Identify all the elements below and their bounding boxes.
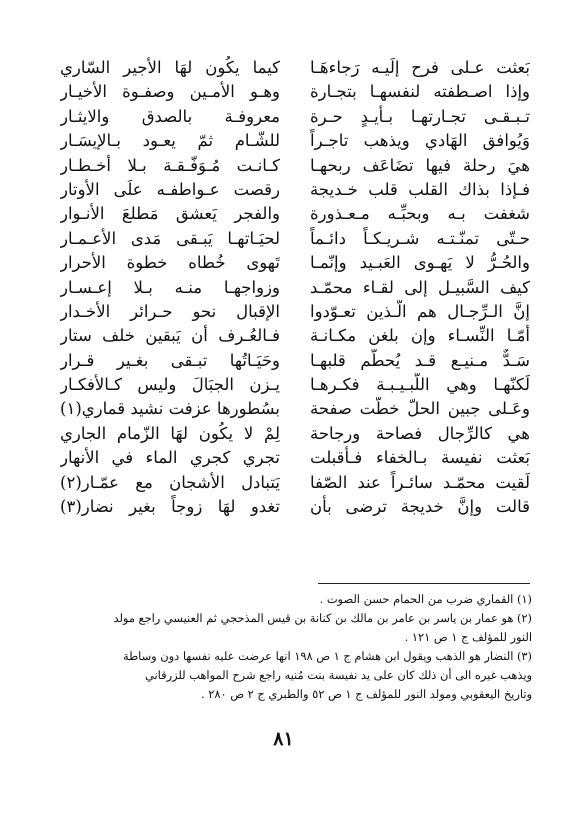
verse-line: حـتّى تمنّـتـه شـريـكـاً دائـماً xyxy=(310,228,530,248)
poem-left-column xyxy=(60,56,280,566)
verse-line: وعَـلى جبين الحلّ خطّت صفحة xyxy=(310,399,530,419)
verse-line: لِمْ لا يكُون لهَا الزّمام الجاري xyxy=(60,423,280,443)
verse-line: كيما يكُون لهَا الأجير السّاري xyxy=(60,58,280,77)
verse-line: إنَّ الـرِّجـال هم الّـذين تعـوّدوا xyxy=(310,301,530,321)
verse-line: وزواجهـا منـه بـلا إعـسـار xyxy=(60,277,280,297)
verse-line: تـبـقـى تجـارتهـا بـأيـدٍ حـرة xyxy=(310,106,530,126)
verse-line: وإذا اصـطفته لنفسهـا بتجـارة xyxy=(310,82,530,102)
verse-line: والحُـرُّ لا يَهـوى العَبـيد وإنّمـا xyxy=(310,253,530,273)
verse-line: والفجر يَعشق مَطلعَ الأنـوار xyxy=(60,204,280,224)
verse-line: هي كالرِّجال فصاحة ورجاحة xyxy=(310,423,530,443)
verse-line: أمّـا النِّسـاء وإن بلغن مكـانـة xyxy=(310,326,530,346)
verse-line: رقصت عـواطفـه علَى الأوتار xyxy=(60,179,280,199)
footnote-line: (٣) النضار هو الذهب ويقول ابن هشام ج ١ ص ١٩٨ انها عرضت عليه نفسها دون وساطة xyxy=(122,649,532,663)
verse-line: قالت وإنَّ خديجة ترضى بأن xyxy=(310,497,530,517)
poem xyxy=(60,56,530,566)
verse-line: سَـدٌّ مـنيـع قـد يُحطّم قلبهـا xyxy=(310,350,530,370)
footnote-line: (١) القماري ضرب من الحمام حسن الصوت . xyxy=(319,592,532,606)
footnote-line: النور للمؤلف ج ١ ص ١٢١ . xyxy=(404,630,532,644)
footnote-line: (٢) هو عمار بن ياسر بن عامر بن مالك بن كنانة بن قيس المذحجي ثم العنيسي راجع مولد xyxy=(113,611,532,625)
verse-line: لَكنّهـا وهي اللّبـيـبـة فكـرهـا xyxy=(310,375,530,395)
verse-line: شغفت بـه وبحبِّـه مـعـذورة xyxy=(310,204,530,224)
verse-line: معروفـة بالصدق والايثـار xyxy=(60,106,280,126)
verse-line: وهـو الأمـين وصفـوة الأخيـار xyxy=(60,82,280,102)
verse-line: تجري كجري الماء في الأنهار xyxy=(60,448,280,468)
footnote-line: ويذهب غيره الى أن ذلك كان على يد نفيسة بنت مُنيه راجع شرح المواهب للزرقاني xyxy=(145,668,532,682)
poem-right-column xyxy=(310,56,530,566)
verse-line: لَقيت محمّـد سائـراً عند الصّفا xyxy=(310,472,530,492)
verse-line: هيَ رحلة فيها تضَاعَف ربحهـا xyxy=(310,155,530,175)
verse-line: بسُطورها عزفت نشيد قماري(١) xyxy=(60,399,280,419)
verse-line: للشّـام ثمّ يعـود بـالإيسَـار xyxy=(60,131,280,151)
footnote-divider xyxy=(318,583,530,584)
verse-line: بَعثت عـلى فرح إلَيـه رَجاءهَـا xyxy=(310,58,530,77)
footnote-line: وتاريخ اليعقوبي ومولد النور للمؤلف ج ١ ص ٥٢ والطبري ج ٢ ص ٢٨٠ . xyxy=(201,687,532,701)
verse-line: كـانـت مُـوَفّـقـة بـلا أخـطـار xyxy=(60,155,280,175)
verse-line: فـالعُـرف أن يَبقين خلف ستار xyxy=(60,326,280,346)
verse-line: يـزن الجبَالَ وليس كـالأفكـار xyxy=(60,375,280,395)
verse-line: يَتبادل الأشجان مع عمّـار(٢) xyxy=(60,472,280,492)
verse-line: وحَيَـاتُها تبـقى بغـير قـرار xyxy=(60,350,280,370)
verse-line: لحيَـاتهـا يَبـقى مَدى الأعـمـار xyxy=(60,228,280,248)
verse-line: تَهوى خُطاه خطوة الأحرار xyxy=(60,253,280,273)
page-number: ٨١ xyxy=(273,728,294,750)
verse-line: تغدو لهَا زوجاً بغير نضار(٣) xyxy=(60,497,280,517)
verse-line: وَيُوافق الهَادي ويذهب تاجـراً xyxy=(310,131,530,151)
verse-line: كيف السَّبيـل إلى لقـاء محمّـد xyxy=(310,277,530,297)
verse-line: فـإذا بذاك القلب قلب خـديجة xyxy=(310,179,530,199)
footnotes xyxy=(40,590,532,704)
verse-line: بَعثت نفيسة بـالخفاء فـأقبلت xyxy=(310,448,530,468)
verse-line: الإقبال نحو حـرائر الأخـدار xyxy=(60,301,280,321)
